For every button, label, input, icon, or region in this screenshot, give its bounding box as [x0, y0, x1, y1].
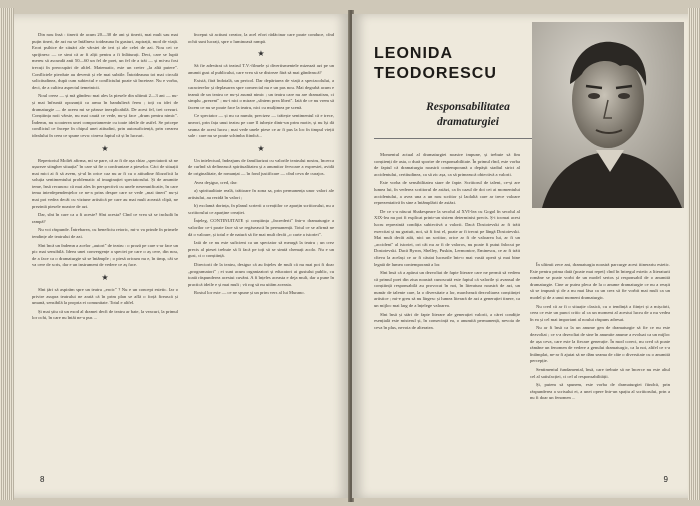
- left-page: [14, 14, 350, 498]
- title-divider: [374, 138, 534, 139]
- paragraph: Noul creez — și mă gândesc mai ales la piesele din ultimii 2—3 ani — nu-și mai înfruntă opozanții ca arma în bandulieră ferm ; toți cu idei de dramaturgie — de aceea mi se păruse inexplicabilă. De acest fel, trei crezuri. Conștiința noii vârste, nu mai caută ce vede, nu-și face „drum pentru nimic". Îndemn, nu scoaterea unei comportamente cu toate ideile de astfel. Se pricepe conflictul ce începe în chipul unei atitudini, prin autosuficiență, prin crearea idealului în ceea ce spune ceva: cineva faptul că și în lucruri.: [32, 93, 178, 138]
- paragraph: De ce s-a născut Shakespeare la secolul al XVI-lea cu Gogol în secolul al XIX-lea nu pot fi explicat printr-un sistem determinist precis. Ș-i tocmai acest lucru reprezintă condiția subiectivă a valorii. Dacă Dostoievski ar fi trăit exercitat și nu gratuit, noi, să fi fost el, poate ar fi trecut pe lângă Dostoievski. Mai mult decât atât, nici un scriitor, orice ar fi de valoarea lui, ar fi un „accident" al istoriei, ori cât nu ar fi de valoros, nu poate fi putut înlocui pe Dostoievski. Dacă Byron, Shelley, Puskin, Lermontov, Eminescu, ce ar fi trăit cîteva la același ce ar fi căutat lucrurile într-o mai vastă operă și mai bine legată de lumea contemporană a lor.: [374, 208, 520, 267]
- left-column-2: [188, 32, 334, 299]
- paragraph: Un intelectual, îndeajuns de familiarizat cu valorile teatrului nostru, încerca de curînd să definească spiritualitatea și a anumitor fervoare a expresiei, avidă de originalitate, de romanțat — în fond justificare — cînd ceva de curajos.: [188, 157, 334, 176]
- left-column-1: [32, 32, 178, 324]
- paragraph: Avea deşigur, cred, dar:: [194, 179, 238, 185]
- author-name-line: LEONIDA: [374, 45, 453, 62]
- separator-star-icon: ★: [101, 143, 109, 153]
- right-page: [352, 14, 688, 498]
- author-name: [374, 44, 497, 84]
- separator-star-icon: ★: [257, 49, 265, 59]
- paragraph: Sînt însă că a apărut un dezvoltat de fapte literare care ne permit să vedem că primul poet din ziua noastră cunoscută este faptul că valorile și avansul de conștiință responsabilă au provocat în noi, în literatura noastră de azi, un număr de talente care, la o diversitate a lor, marchează dezvoltarea conștiinței artistice ; mi-e greu să nu lărgesc și lumea literară de azi a generației tinere, ca un mijloc mai larg de a înțelege valoarea.: [374, 270, 520, 309]
- paragraph: Nu voi răspunde. Întrebarea, cu beneficiu retoric, mi-o va prinde în primele tendințe ale teatrului de azi.: [32, 227, 178, 240]
- paragraph: Înțeleg, CONTINUITATE și conștiința „încrederii" într-o dramaturgie a valorilor ce-i poate face să se regăsească în permanență. Totul ce se afirmă ne dă o valoare, și totul e de natură să fie mai mult decât „o carte a istoriei".: [188, 218, 334, 237]
- paragraph: În ultimii zece ani, dramaturgia noastră parcurge acest itinerariu estetic. Este pentru prima dată (poate mai repet) cînd în întregul estetic a literaturii române se poate vorbi de un model serios și responsabil de o anumită dramaturgie. Cine ar putea pleca de la o anume dramaturgie ce nu a reușit să se impună și de a nu mai lăsa ca un crez să fie vorbit mai mult ca un model și de a unui moment dramaturgic.: [530, 262, 670, 300]
- paragraph: Repertoriul Moliéi afirma, mi se pare, că ar fi de așa chiar „spectatorii să ne ușureze stingher situația" în care să fie o confruntare a pieselor. Căci de situații mai mici ai fi să avem, și-ul în orice caz nu ar fi cu o atitudine filozofică la soluția sentimentului problematic al imaginației spectatorului. Și de anumite teme, însă recunosc că mai ales în perspectivă cu unele nesemnificativ, în care tema interdependențelor ce ne-a prins despre care se vede „mai tineri" nu-și mai pot vedea decât cu viziune artistică pe care au mai mult această clipă, ne prezintă piesele noastre de azi.: [32, 157, 178, 209]
- paragraph: Rostul lor este — ce ne spune și un prim vers al lui Murano.: [194, 290, 305, 296]
- author-portrait-photo: [532, 22, 684, 208]
- portrait-image: [532, 22, 684, 208]
- paragraph: Sînt încă un îndemn a acelor „autori" de teatru : o proză pe care s-ar face un pic mai sensibilă. Ideea unei convergențe a speciei pe care o aș cere, din nou, de a face ca o dramaturgie să se întâmple ; o piesă oricum nu e, în timp, cât se va cere de scris, dar e un instrument de vedere ce aș face.: [32, 242, 178, 268]
- page-number: 8: [40, 475, 45, 484]
- paragraph: Dar, sînt în care ca a fi aceste? Sînt acesta? Cînd ce vrea să se includă în rampă?: [32, 212, 178, 224]
- paragraph: Sînt însă și stări de fapte literare ale generației valorii, a cărei condiție esențială este misterul și, în consecință ea, o anumită permanență, nevoia de ceva în plus, nevoia de alteratea.: [374, 311, 520, 330]
- separator-star-icon: ★: [257, 143, 265, 153]
- article-title-line: Responsabilitatea: [426, 101, 510, 113]
- paragraph: Sentimentul fundamental, însă, care trebuie să ne încerce nu este altul cel al satisfacției, ci cel al responsabilității.: [530, 366, 670, 379]
- paragraph: Și, putem să spunem, este vorba de dramaturgiei fiindcă, prin răspunderea a scrisului ei, a unei opere într-un spațiu al scriitorului, prin a nu fi doar un fenomen ...: [530, 382, 670, 401]
- right-column-1: [374, 152, 520, 333]
- paragraph: Ce spectator — și nu ca număr, precizez — trăiește sentimentul că e trece, uneori, prin fața unui teatru pe care îl iubește dintr-un prim motiv, și nu își dă seama de acest lucru ; mai vede unele piese ce ar fi pus la loc în timpul vieții sale : care nu se poate schimba fiindcă...: [188, 113, 334, 139]
- paragraph: Este vorba de sensibilitatea stare de fapte. Scriitorul de talent, ce-și are lumea lui, în vederea scriitorul de astăzi, ca în cazul de doi cei ai momentului accidentului, a avea una a un nou scriitor și laolaltă care ar trece valoare reprezentativă în sine a întâmplării de astăzi.: [374, 180, 520, 206]
- left-page-edges: [0, 8, 14, 500]
- paragraph: Sînt țări să aspirăm spre un teatru „eroic" ? Nu e un concept estetic. Iar o privire asupra teatrului ne arată că în prim plan se află o forță firească și umană, sensibilă la propria ei comunitate. Totul e altfel.: [32, 287, 178, 306]
- paragraph: Momentul actual al dramaturgiei noastre impune, și trebuie să fim conștienți de asta, o dură sporire de responsabilitate. În primul rînd, este vorba de faptul că dramaturgia noastră contemporană a depășit stadiul strict al accidentului, certitudinea, ca să zic așa, ca să primească obiectivă a valorii.: [374, 152, 520, 177]
- paragraph: început să actiuni creator, la acel efort rădăcinar care poate conduce, cînd ochii sunt lucrați, spre o luminoasă rampă.: [188, 32, 334, 44]
- right-column-2: [530, 262, 670, 404]
- page-number: 9: [663, 475, 668, 484]
- paragraph: Nu ar fi însă ca la un anume gen de dramaturgie să fie ce nu este dezvoltat ; ce s-a dezvoltat de sine în anumite anume a evoluat ca un mijloc de așa ceva, care este la fiecare generație. În mod corect, nu cred că poate rămâne un fenomen de vedere a genului dramaturgic, ca la noi, altfel ce s-a întâmplat, ne-ar fi ajutat să ne dăm seama de câte o diversitate cu o anumită percepție.: [530, 325, 670, 364]
- paragraph: Din nou însă : tinerii de acum 20—30 de ani și tinerii, mai mult sau mai puțin tineri, de azi nu se întâlnesc totdeauna în gusturi, aspirații, mod de viață. Erori psihice de situări ale vârstei de ieri și ale celei de azi. Nou cei ce sprijinesc — ce simt că ar fi alții pentru a fi înlăturați. Deci, care se luptă mereu să ascundă anii 50—60 un fel de poet, un fel de a trăi — și mi-au fost trecuți în preocupări de altfel. Matematic, este un creier „la altă putere". Conflictele pierdute au devenit și ele mai subtile. Întotdeauna tot mai circulă solicitudinea, după cum subiectul e conflictului poate să înceteze. Nu e vorba, deci, de a cultiva aspectul temeinicii.: [32, 32, 178, 90]
- paragraph: b) exclamă dorința, în planul scrierii a creațiilor ce aparțin scriitorului, nu a scriitorului ce aparține creației.: [188, 203, 334, 215]
- paragraph: Iată de ce nu este suficient ca un spectator să meargă la teatru ; un crez precis al piesei trebuie să îi facă pe toți să se simtă chemați acolo. Nu e un gust, ci o conștiință.: [188, 240, 334, 259]
- author-name-line: TEODORESCU: [374, 65, 497, 82]
- separator-star-icon: ★: [101, 273, 109, 282]
- paragraph: Nu cred că ar fi o situație clasică, cu o tendință a ființei și a mișcării, ceea ce este un punct critic al ca un moment al acestui lucru de a nu vedea în ea și cel mai important al noului răspuns adresat.: [530, 303, 670, 322]
- paragraph: Și mai știu că un exod al dramei decît de teatru ar bate, la veacuri, la primul lor ochi, în care nu întâi ne-a pus ...: [32, 308, 178, 321]
- paragraph: a) spiritualitate reală, trăitoare în zona sa, prin permanența unor valori ale artistului, au rezidă în valori ;: [188, 188, 334, 200]
- paragraph: Există, fără îndoială, un pericol. Dar depărtarea de viață a spectacolului, a caracterelor și deplasarea spre comercial nu e un pas nou. Mai degrabă acum e teamă de un teatru ce nu-și asumă nimic ; un teatru care nu are dramatism, ci simplu „prezent" ; nu-i nici o mirare „sîntem prea liberi". Iată de ce nu vrem să facem ce nu se poate face la teatru, nici cu mulțimea pe scenă.: [188, 78, 334, 110]
- right-page-edges: [688, 8, 700, 500]
- article-title-line: dramaturgiei: [437, 116, 499, 128]
- article-title: [412, 100, 524, 130]
- paragraph: Să fie adevărat că teatrul T.V.-filmele și divertismentele mizează azi pe un anumit gust al publicului, care vrea să se distreze fără să mai gândească?: [188, 63, 334, 75]
- paragraph: Directorii de la teatru, desigur că au înțeles de mult că nu mai pot fi doar „programatori" ; ei sunt acum organizatori și educatori ai gustului public, cu toată răspunderea acestui cuvânt. A fi înțeles aceasta e deja mult, dar a pune în practică ideile e și mai mult ; vă rog să nu uităm aceasta.: [188, 262, 334, 287]
